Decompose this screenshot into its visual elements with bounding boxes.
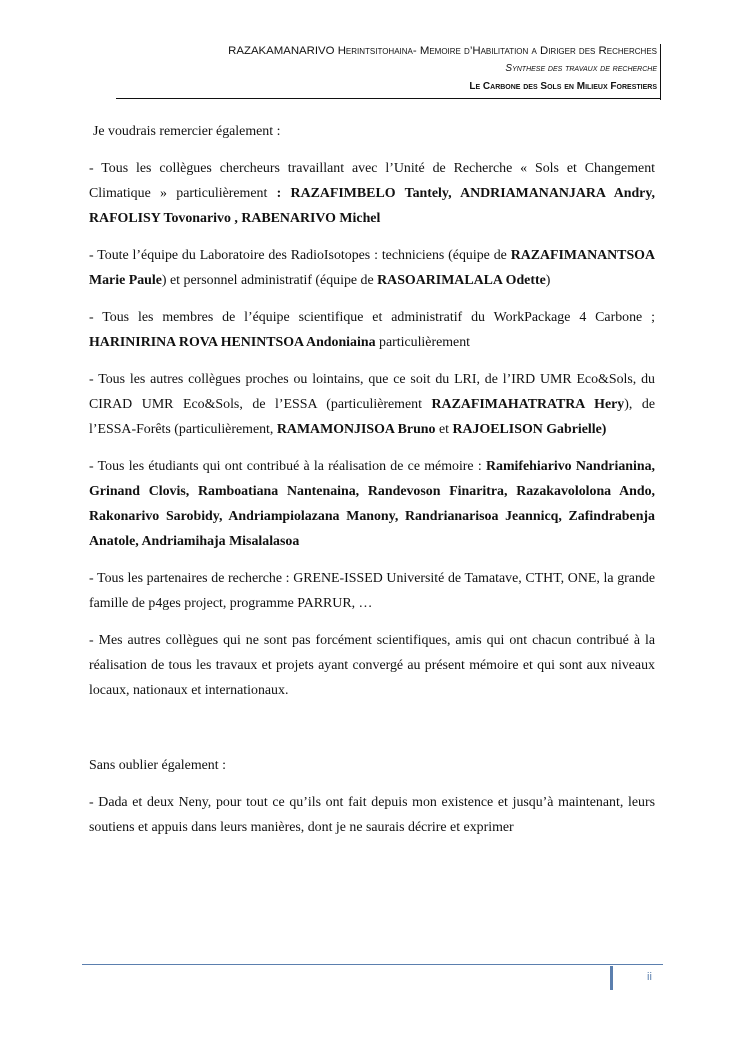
text: - Toute l’équipe du Laboratoire des RadioIsotopes : techniciens (équipe de [89, 248, 511, 263]
acknowledgements-body [89, 119, 655, 852]
header-line-topic: Le Carbone des Sols en Milieux Forestiers [469, 81, 657, 92]
text: - Tous les étudiants qui ont contribué à la réalisation de ce mémoire : [89, 459, 486, 474]
footer-accent-tick [610, 966, 613, 990]
text: - Tous les collègues chercheurs travaillant avec l’Unité de Recherche « Sols et Changement Climatique » particulièrement [89, 161, 655, 201]
header-line-title [228, 42, 657, 60]
paragraph-radioisotopes-lab [89, 243, 655, 293]
footer-rule [82, 964, 663, 965]
names: Ramifehiarivo Nandrianina, Grinand Clovis, Ramboatiana Nantenaina, Randevoson Finaritra, Razakavololona Ando, Rakonarivo Sarobidy, Andriampiolazana Manony, Randrianarisoa Jeannicq, Zafindrabenja Anatole, Andriamihaja Misalalasoa [89, 459, 655, 549]
intro-paragraph: Je voudrais remercier également : [93, 124, 281, 139]
text: - Tous les autres collègues proches ou lointains, que ce soit du LRI, de l’IRD UMR Eco&Sols, du CIRAD UMR Eco&Sols, de l’ESSA (particulièrement [89, 372, 655, 412]
paragraph-without-forgetting: Sans oublier également : [89, 758, 226, 773]
page-number: ii [647, 971, 652, 983]
names: : RAZAFIMBELO Tantely, ANDRIAMANANJARA Andry, RAFOLISY Tovonarivo , RABENARIVO Michel [89, 186, 655, 226]
text: ), de l’ESSA-Forêts (particulièrement, [89, 397, 655, 437]
text: particulièrement [375, 335, 471, 350]
header-memoir-title: Herintsitohaina- Memoire d’Habilitation a Diriger des Recherches [337, 45, 657, 57]
paragraph-non-scientific-colleagues: - Mes autres collègues qui ne sont pas forcément scientifiques, amis qui ont chacun contribué à la réalisation de tous les travaux et projets ayant convergé au présent mémoire et qui sont aux niveaux locaux, nationaux et internationaux. [89, 633, 655, 698]
names: RAMAMONJISOA Bruno [276, 422, 436, 437]
text: ) et personnel administratif (équipe de [161, 273, 378, 288]
names: RAJOELISON Gabrielle) [452, 422, 607, 437]
text: - Tous les membres de l’équipe scientifique et administratif du WorkPackage 4 Carbone ; [89, 310, 655, 325]
paragraph-research-unit [89, 156, 655, 231]
names: RASOARIMALALA Odette [377, 273, 546, 288]
running-header [228, 42, 657, 96]
header-horizontal-rule [116, 98, 661, 99]
text: et [435, 422, 453, 437]
names: RAZAFIMANANTSOA Marie Paule [89, 248, 655, 288]
names: RAZAFIMAHATRATRA Hery [431, 397, 625, 412]
paragraph-family: - Dada et deux Neny, pour tout ce qu’ils ont fait depuis mon existence et jusqu’à maintenant, leurs soutiens et appuis dans leurs manières, dont je ne saurais décrire et exprimer [89, 795, 655, 835]
text: ) [545, 273, 551, 288]
paragraph-workpackage [89, 305, 655, 355]
names: HARINIRINA ROVA HENINTSOA Andoniaina [89, 335, 376, 350]
header-line-subtitle: Synthese des travaux de recherche [505, 63, 657, 74]
paragraph-other-colleagues [89, 367, 655, 442]
paragraph-partners: - Tous les partenaires de recherche : GRENE-ISSED Université de Tamatave, CTHT, ONE, la grande famille de p4ges project, programme PARRUR, … [89, 571, 655, 611]
header-author-surname: RAZAKAMANARIVO [228, 45, 335, 57]
header-vertical-rule [660, 44, 661, 100]
paragraph-students [89, 454, 655, 554]
